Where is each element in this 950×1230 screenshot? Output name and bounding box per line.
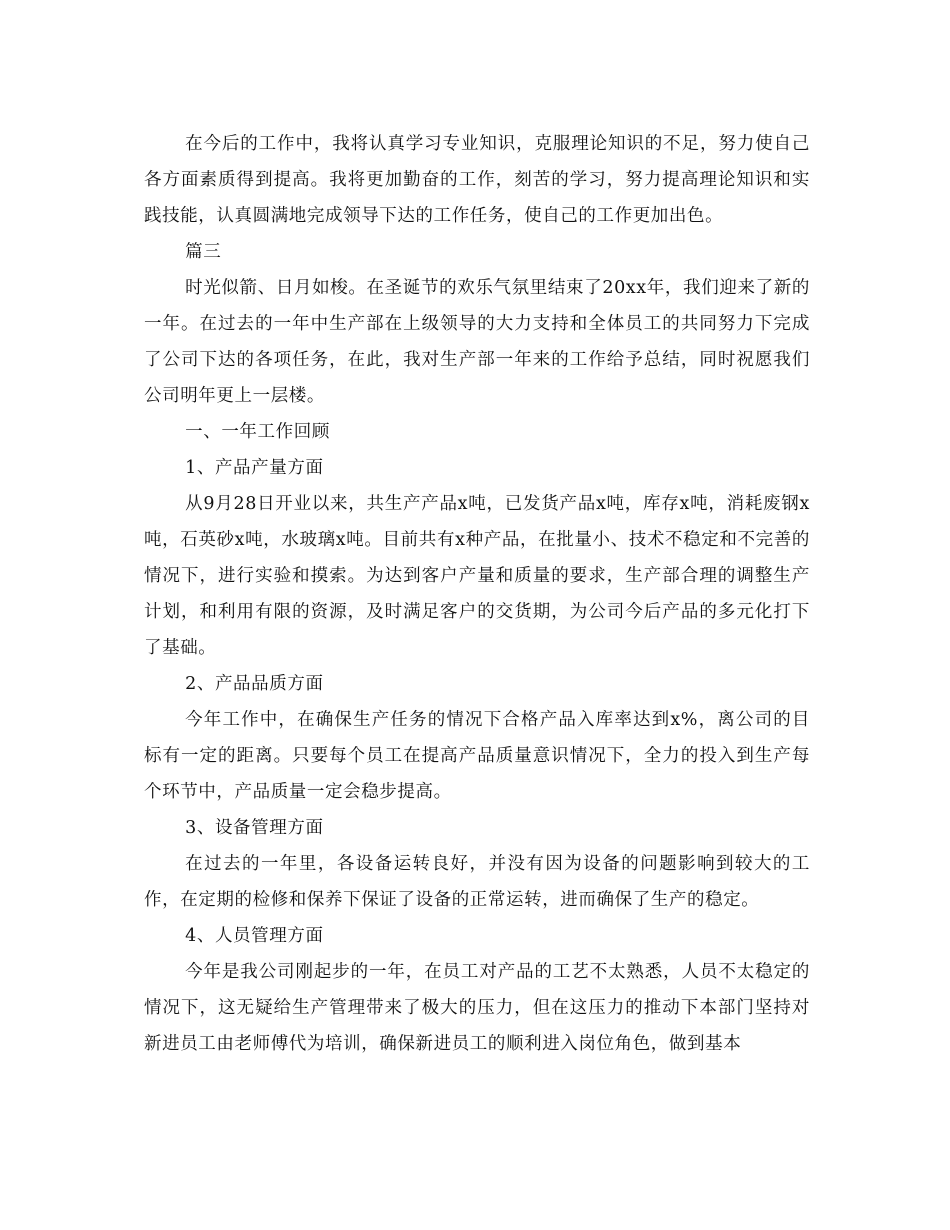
paragraph-6: 今年是我公司刚起步的一年，在员工对产品的工艺不太熟悉，人员不太稳定的情况下，这无疑给生产管理带来了极大的压力，但在这压力的推动下本部门坚持对新进员工由老师傅代为培训，确保新进员工的顺利进入岗位角色，做到基本 — [144, 962, 810, 1054]
subheading-output: 1、产品产量方面 — [185, 458, 324, 478]
subheading-quality: 2、产品品质方面 — [185, 674, 324, 694]
paragraph-4: 今年工作中，在确保生产任务的情况下合格产品入库率达到x%，离公司的目标有一定的距离。只要每个员工在提高产品质量意识情况下，全力的投入到生产每个环节中，产品质量一定会稳步提高。 — [144, 710, 810, 802]
paragraph-5: 在过去的一年里，各设备运转良好，并没有因为设备的问题影响到较大的工作，在定期的检修和保养下保证了设备的正常运转，进而确保了生产的稳定。 — [144, 854, 810, 910]
subheading-equipment: 3、设备管理方面 — [185, 818, 324, 838]
section-heading-year-review: 一、一年工作回顾 — [185, 422, 330, 442]
subheading-personnel: 4、人员管理方面 — [185, 926, 324, 946]
paragraph-2: 时光似箭、日月如梭。在圣诞节的欢乐气氛里结束了20xx年，我们迎来了新的一年。在过去的一年中生产部在上级领导的大力支持和全体员工的共同努力下完成了公司下达的各项任务，在此，我对生产部一年来的工作给予总结，同时祝愿我们公司明年更上一层楼。 — [144, 278, 810, 406]
document-body — [144, 126, 810, 1062]
section-heading-pian-san: 篇三 — [185, 242, 222, 262]
paragraph-1: 在今后的工作中，我将认真学习专业知识，克服理论知识的不足，努力使自己各方面素质得到提高。我将更加勤奋的工作，刻苦的学习，努力提高理论知识和实践技能，认真圆满地完成领导下达的工作任务，使自己的工作更加出色。 — [144, 134, 810, 226]
paragraph-3: 从9月28日开业以来，共生产产品x吨，已发货产品x吨，库存x吨，消耗废钢x吨，石英砂x吨，水玻璃x吨。目前共有x种产品，在批量小、技术不稳定和不完善的情况下，进行实验和摸索。为达到客户产量和质量的要求，生产部合理的调整生产计划，和利用有限的资源，及时满足客户的交货期，为公司今后产品的多元化打下了基础。 — [144, 494, 810, 658]
